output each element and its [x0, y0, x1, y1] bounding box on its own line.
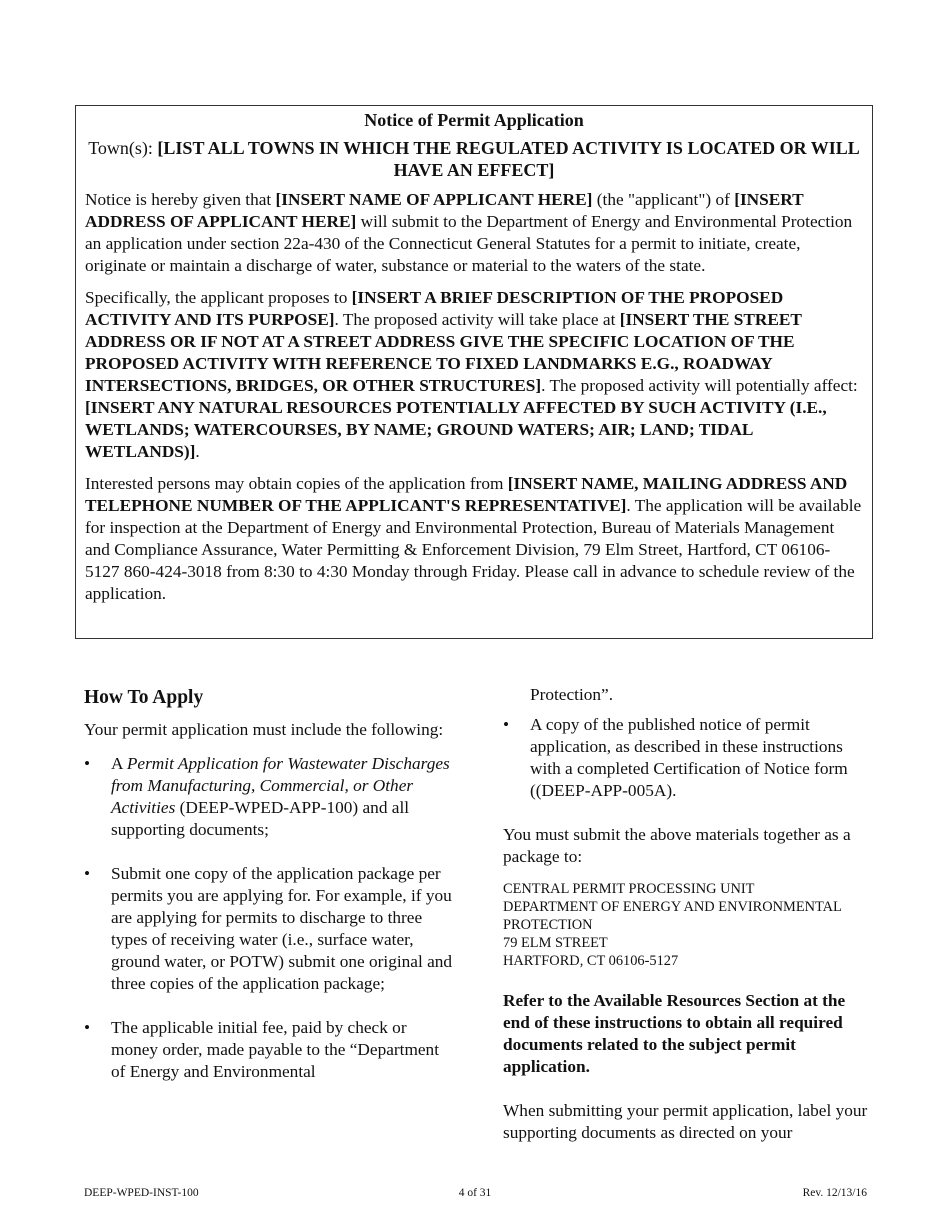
body-text: Specifically, the applicant proposes to — [85, 288, 352, 307]
address-line: CENTRAL PERMIT PROCESSING UNIT — [503, 881, 755, 897]
placeholder-text: [INSERT NAME OF APPLICANT HERE] — [275, 190, 593, 209]
list-item — [503, 714, 875, 802]
bullet-text: A copy of the published notice of permit application, as described in these instructions with a completed Certification of Notice form ((DEEP-APP-005A). — [530, 715, 848, 800]
notice-paragraph-3 — [85, 473, 863, 605]
placeholder-text: [INSERT ADDRESS OF APPLICANT HERE] — [85, 190, 804, 231]
placeholder-text: [INSERT NAME, MAILING ADDRESS AND TELEPHONE NUMBER OF THE APPLICANT'S REPRESENTATIVE] — [85, 474, 848, 515]
left-column — [84, 685, 454, 1105]
notice-paragraph-1 — [85, 189, 863, 277]
address-line: DEPARTMENT OF ENERGY AND ENVIRONMENTAL — [503, 899, 842, 915]
address-line: 79 ELM STREET — [503, 935, 608, 951]
placeholder-text: [INSERT THE STREET ADDRESS OR IF NOT AT A STREET ADDRESS GIVE THE SPECIFIC LOCATION OF THE PROPOSED ACTIVITY WITH REFERENCE TO FIXED LANDMARKS E.G., ROADWAY INTERSECTIONS, BRIDGES, OR OTHER STRUCTURES] — [85, 310, 802, 395]
bullet-continuation: Protection”. — [530, 685, 614, 704]
refer-resources-text: Refer to the Available Resources Section at the end of these instructions to obtain all required documents related to the subject permit application. — [503, 991, 846, 1076]
placeholder-text: [INSERT ANY NATURAL RESOURCES POTENTIALLY AFFECTED BY SUCH ACTIVITY (I.E., WETLANDS; WATERCOURSES, BY NAME; GROUND WATERS; AIR; LAND; TIDAL WETLANDS)] — [85, 398, 827, 461]
notice-title: Notice of Permit Application — [364, 110, 584, 130]
list-item — [84, 753, 454, 841]
bullet-text: The applicable initial fee, paid by check or money order, made payable to the “Department of Energy and Environmental — [111, 1018, 439, 1081]
mailing-address — [503, 880, 875, 970]
intro-text: Your permit application must include the following: — [84, 720, 444, 739]
bullet-icon: • — [84, 864, 91, 883]
body-text: . The application will be available for inspection at the Department of Energy and Environmental Protection, Bureau of Materials Management and Compliance Assurance, Water Permitting & Enforcement Division, 79 Elm Street, Hartford, CT 06106-5127 860-424-3018 from 8:30 to 4:30 Monday through Friday. Please call in advance to schedule review of the application. — [85, 496, 862, 603]
notice-paragraph-2 — [85, 287, 863, 463]
list-item — [84, 863, 454, 995]
bullet-icon: • — [84, 1018, 91, 1037]
body-text: (the "applicant") of — [592, 190, 735, 209]
towns-placeholder: [LIST ALL TOWNS IN WHICH THE REGULATED ACTIVITY IS LOCATED OR WILL HAVE AN EFFECT] — [157, 138, 860, 180]
notice-of-permit-application-box — [75, 105, 873, 639]
notice-towns — [85, 137, 863, 181]
bullet-icon: • — [84, 754, 91, 773]
submit-text: You must submit the above materials together as a package to: — [503, 825, 851, 866]
body-text: . The proposed activity will potentially affect: — [541, 376, 858, 395]
bullet-text: Submit one copy of the application package per permits you are applying for. For example, if you are applying for permits to discharge to three types of receiving water (i.e., surface water, ground water, or POTW) submit one original and three copies of the application package; — [111, 864, 453, 993]
how-to-apply-heading: How To Apply — [84, 687, 204, 708]
bullet-icon: • — [503, 715, 510, 734]
body-text: . — [195, 442, 200, 461]
label-documents-text: When submitting your permit application, label your supporting documents as directed on your — [503, 1101, 868, 1142]
body-text: will submit to the Department of Energy and Environmental Protection an application under section 22a-430 of the Connecticut General Statutes for a permit to initiate, create, originate or maintain a discharge of water, substance or material to the waters of the state. — [85, 212, 853, 275]
form-id: DEEP-WPED-INST-100 — [84, 1187, 199, 1199]
bullet-text: A Permit Application for Wastewater Discharges from Manufacturing, Commercial, or Other Activities (DEEP-WPED-APP-100) and all supporting documents; — [111, 754, 450, 839]
list-item — [84, 1017, 454, 1083]
body-text: . The proposed activity will take place at — [334, 310, 620, 329]
right-column — [503, 684, 875, 1156]
revision-date: Rev. 12/13/16 — [802, 1187, 867, 1199]
placeholder-text: [INSERT A BRIEF DESCRIPTION OF THE PROPOSED ACTIVITY AND ITS PURPOSE] — [85, 288, 784, 329]
address-line: PROTECTION — [503, 917, 593, 933]
address-line: HARTFORD, CT 06106-5127 — [503, 953, 679, 969]
body-text: Notice is hereby given that — [85, 190, 276, 209]
body-text: Interested persons may obtain copies of the application from — [85, 474, 508, 493]
towns-label: Town(s): — [88, 138, 158, 158]
page-number: 4 of 31 — [458, 1187, 492, 1199]
